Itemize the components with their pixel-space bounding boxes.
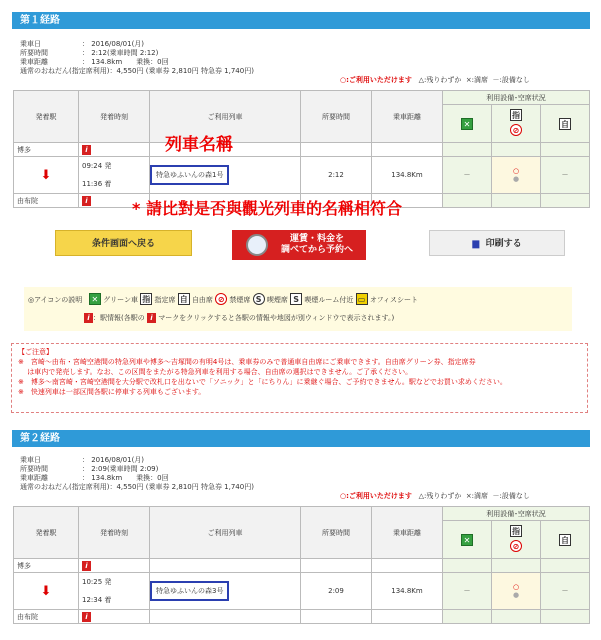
depart-station: 博多	[14, 143, 79, 157]
nonsmoking-icon: ⊘	[215, 293, 227, 305]
col-distance: 乗車距離	[372, 91, 443, 143]
legend-green: グリーン車	[103, 296, 138, 304]
availability-legend	[340, 75, 530, 85]
route-2-table	[13, 506, 590, 624]
legend-none: －:設備なし	[492, 492, 530, 500]
nonsmoking-icon: ⊘	[510, 124, 522, 136]
distance-value: 134.8Km	[372, 157, 443, 194]
green-availability: －	[443, 157, 492, 194]
route-2-info	[20, 456, 254, 492]
fare-text: 通常のおねだん(指定席利用)：4,550円 (乗車券 2,810円 特急券 1,740円)	[20, 67, 254, 75]
notice-title: 【ご注意】	[18, 348, 53, 356]
arrive-station: 由布院	[14, 610, 79, 624]
notice-line: ※ 快速列車は一部区間各駅に停車する列車もございます。	[18, 388, 206, 396]
col-distance: 乗車距離	[372, 507, 443, 559]
arrive-time: 12:34 着	[82, 596, 112, 604]
distance-value: 134.8Km	[372, 573, 443, 610]
back-button[interactable]: 条件画面へ戻る	[55, 230, 192, 256]
down-arrow-icon: ⬇	[40, 583, 52, 599]
depart-station: 博多	[14, 559, 79, 573]
legend-free: 自由席	[191, 296, 213, 304]
notice-line: ※ 博多～南宮崎・宮崎空港間を大分駅で改札口を出ないで「ソニック」と「にちりん」に乗継ぐ場合、ご予約できません。駅などでお買い求めください。	[18, 378, 507, 386]
free-seat-icon: 自	[561, 535, 569, 545]
office-seat-icon: ▭	[356, 293, 368, 305]
col-station: 発着駅	[14, 91, 79, 143]
station-info-icon: i	[147, 313, 156, 323]
free-availability: －	[541, 573, 590, 610]
radio-button[interactable]: ●	[512, 175, 520, 183]
green-car-icon: ✕	[461, 534, 473, 546]
reserved-seat-icon: 指	[512, 527, 520, 536]
duration-value: 2:09	[301, 573, 372, 610]
info-label: 乗車距離	[20, 58, 48, 66]
col-train: ご利用列車	[150, 91, 301, 143]
reserved-seat-icon: 指	[142, 295, 151, 304]
col-facilities: 利用設備･空席状況	[443, 507, 590, 521]
nonsmoking-icon: ⊘	[510, 540, 522, 552]
free-seat-icon: 自	[179, 295, 188, 304]
legend-none: －:設備なし	[492, 76, 530, 84]
legend-nonsmoking: 禁煙席	[229, 296, 251, 304]
reserve-button[interactable]	[232, 230, 366, 260]
printer-icon: ▆	[472, 239, 480, 249]
smoking-room-icon: S	[290, 293, 302, 305]
route-title: 第２経路	[20, 433, 60, 444]
route-title: 第１経路	[20, 15, 60, 26]
route-1-header	[12, 12, 590, 29]
legend-few: △:残りわずか	[418, 492, 462, 500]
col-duration: 所要時間	[301, 91, 372, 143]
green-car-icon: ✕	[461, 118, 473, 130]
reserved-seat-icon: 指	[512, 111, 520, 120]
compare-annotation: * 請比對是否與觀光列車的名稱相符合	[132, 199, 402, 218]
depart-time: 09:24 発	[82, 162, 112, 170]
availability-legend	[340, 491, 530, 501]
arrive-time: 11:36 着	[82, 180, 112, 188]
magnifier-icon	[246, 234, 268, 256]
info-value: ： 134.8km 乗換：0回	[82, 474, 169, 482]
duration-value: 2:12	[301, 157, 372, 194]
col-duration: 所要時間	[301, 507, 372, 559]
col-time: 発着時刻	[79, 91, 150, 143]
station-info-icon[interactable]: i	[82, 145, 91, 155]
notice-line: ※ 宮崎～由布・宮崎空港間の特急列車や博多～吉塚間の有明4号は、乗車券のみで普通車自由席にご乗車できます。自由席グリーン券、指定席券	[18, 358, 476, 366]
train-name-annotation: 列車名稱	[165, 135, 233, 155]
green-car-icon: ✕	[89, 293, 101, 305]
legend-full: ×:満席	[465, 76, 489, 84]
train-name-box: 特急ゆふいんの森1号	[150, 165, 229, 185]
notice-box	[11, 343, 588, 413]
info-value: ： 2:12(乗車時間 2:12)	[82, 49, 159, 57]
route-1-table	[13, 90, 590, 208]
info-label: 所要時間	[20, 49, 48, 57]
station-info-icon: i	[84, 313, 93, 323]
info-label: 所要時間	[20, 465, 48, 473]
down-arrow-icon: ⬇	[40, 167, 52, 183]
info-label: 乗車日	[20, 40, 41, 48]
train-name-box: 特急ゆふいんの森3号	[150, 581, 229, 601]
info-value: ： 2016/08/01(月)	[82, 40, 145, 48]
depart-time: 10:25 発	[82, 578, 112, 586]
station-info-icon[interactable]: i	[82, 612, 91, 622]
legend-full: ×:満席	[465, 492, 489, 500]
legend-office: オフィスシート	[369, 296, 419, 304]
legend-smoking: 喫煙席	[266, 296, 288, 304]
reserve-label-2: 調べてから予約へ	[280, 245, 353, 255]
col-station: 発着駅	[14, 507, 79, 559]
free-seat-icon: 自	[561, 119, 569, 129]
legend-station-info-2: マークをクリックすると各駅の情報や地図が別ウィンドウで表示されます。)	[158, 314, 395, 322]
radio-button[interactable]: ●	[512, 591, 520, 599]
legend-ok: ○:ご利用いただけます	[340, 76, 412, 84]
smoking-icon: S	[253, 293, 265, 305]
info-label: 乗車距離	[20, 474, 48, 482]
print-label: 印刷する	[485, 239, 522, 249]
info-value: ： 134.8km 乗換：0回	[82, 58, 169, 66]
col-time: 発着時刻	[79, 507, 150, 559]
legend-few: △:残りわずか	[418, 76, 462, 84]
icon-legend	[24, 287, 572, 331]
legend-reserved: 指定席	[154, 296, 176, 304]
col-train: ご利用列車	[150, 507, 301, 559]
reserved-availability[interactable]: ○	[512, 583, 520, 591]
legend-smoking-room: 喫煙ルーム付近	[304, 296, 354, 304]
free-availability: －	[541, 157, 590, 194]
reserved-availability[interactable]: ○	[512, 167, 520, 175]
station-info-icon[interactable]: i	[82, 561, 91, 571]
notice-line: は車内で発売します。なお、この区間をまたがる特急列車を利用する場合、自由席の選択はできません。ご了承ください。	[18, 368, 413, 376]
legend-station-info: ：駅情報(各駅の	[93, 314, 145, 322]
icon-legend-title: ◎アイコンの説明	[28, 296, 83, 304]
route-2-header	[12, 430, 590, 447]
col-facilities: 利用設備･空席状況	[443, 91, 590, 105]
green-availability: －	[443, 573, 492, 610]
arrive-station: 由布院	[14, 194, 79, 208]
info-value: ： 2016/08/01(月)	[82, 456, 145, 464]
route-1-info	[20, 40, 254, 76]
station-info-icon[interactable]: i	[82, 196, 91, 206]
fare-text: 通常のおねだん(指定席利用)：4,550円 (乗車券 2,810円 特急券 1,740円)	[20, 483, 254, 491]
info-label: 乗車日	[20, 456, 41, 464]
reserve-label-1: 運賃・料金を	[289, 234, 344, 244]
info-value: ： 2:09(乗車時間 2:09)	[82, 465, 159, 473]
print-button[interactable]	[429, 230, 565, 256]
legend-ok: ○:ご利用いただけます	[340, 492, 412, 500]
